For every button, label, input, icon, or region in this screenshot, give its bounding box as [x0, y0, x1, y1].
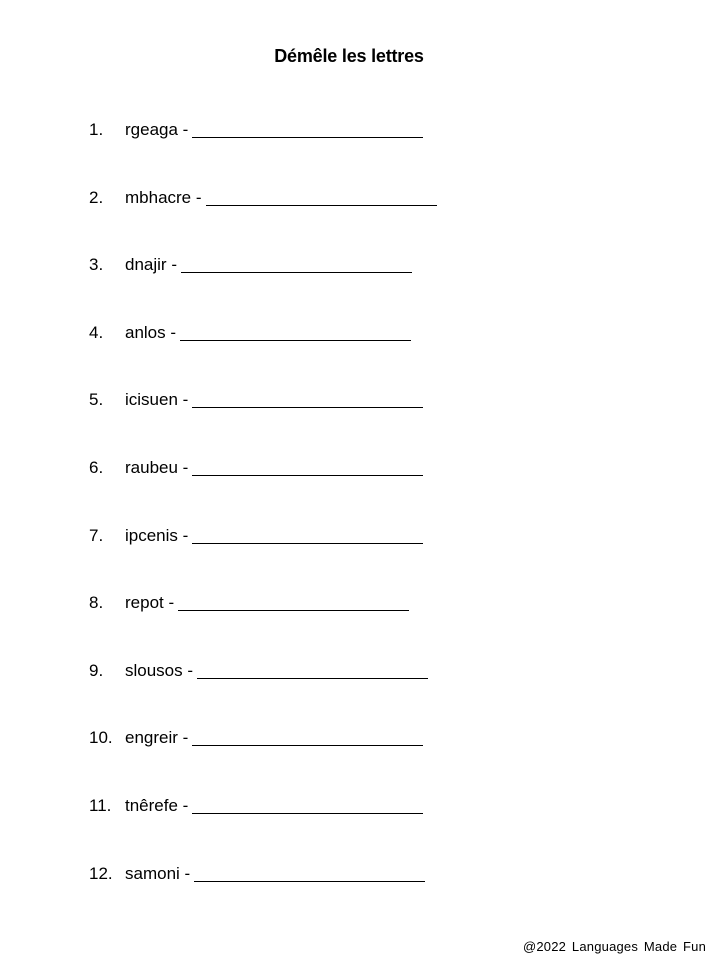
- list-item: [89, 794, 437, 862]
- item-number: 7.: [89, 525, 104, 545]
- item-number: 6.: [89, 457, 104, 477]
- scrambled-word: tnêrefe: [125, 795, 178, 815]
- separator: -: [177, 120, 189, 139]
- scrambled-word: samoni: [125, 863, 180, 883]
- separator: -: [177, 795, 189, 815]
- separator: -: [165, 322, 177, 342]
- item-number: 5.: [89, 390, 104, 410]
- list-item: [89, 591, 437, 659]
- copyright-footer: @2022 Languages Made Fun: [522, 939, 706, 954]
- list-item: [89, 659, 437, 727]
- item-number: 1.: [89, 120, 104, 139]
- answer-blank: [180, 321, 411, 341]
- list-item: [89, 253, 437, 321]
- item-number: 10.: [89, 728, 113, 748]
- answer-blank: [181, 253, 412, 273]
- scrambled-word: ipcenis: [125, 525, 178, 545]
- scrambled-word: raubeu: [125, 457, 178, 477]
- answer-blank: [192, 794, 423, 814]
- answer-blank: [192, 726, 423, 746]
- answer-blank: [192, 388, 423, 408]
- page-title: Démêle les lettres: [274, 46, 424, 66]
- answer-blank: [192, 524, 423, 544]
- answer-blank: [178, 591, 409, 611]
- answer-blank: [192, 456, 423, 476]
- item-number: 8.: [89, 593, 104, 613]
- separator: -: [179, 863, 191, 883]
- list-item: [89, 186, 437, 254]
- list-item: [89, 456, 437, 524]
- separator: -: [177, 390, 189, 410]
- list-item: [89, 726, 437, 794]
- separator: -: [163, 593, 175, 613]
- scrambled-word: mbhacre: [125, 187, 192, 207]
- separator: -: [166, 255, 177, 275]
- item-number: 11.: [89, 795, 112, 815]
- item-number: 2.: [89, 187, 104, 207]
- answer-blank: [197, 659, 428, 679]
- answer-blank: [206, 186, 437, 206]
- scrambled-word: engreir: [125, 728, 178, 748]
- list-item: [89, 321, 437, 389]
- item-number: 9.: [89, 660, 104, 680]
- list-item: [89, 862, 437, 930]
- scramble-list: [89, 118, 437, 929]
- separator: -: [191, 187, 202, 207]
- separator: -: [177, 728, 189, 748]
- item-number: 12.: [89, 863, 113, 883]
- list-item: [89, 388, 437, 456]
- item-number: 3.: [89, 255, 104, 275]
- scrambled-word: rgeaga: [125, 120, 178, 139]
- answer-blank: [192, 118, 423, 138]
- scrambled-word: slousos: [125, 660, 183, 680]
- list-item: [89, 524, 437, 592]
- list-item: [89, 118, 437, 186]
- scrambled-word: icisuen: [125, 390, 178, 410]
- separator: -: [177, 525, 189, 545]
- item-number: 4.: [89, 322, 104, 342]
- separator: -: [177, 457, 189, 477]
- scrambled-word: anlos: [125, 322, 166, 342]
- answer-blank: [194, 862, 425, 882]
- scrambled-word: repot: [125, 593, 164, 613]
- scrambled-word: dnajir: [125, 255, 167, 275]
- separator: -: [182, 660, 194, 680]
